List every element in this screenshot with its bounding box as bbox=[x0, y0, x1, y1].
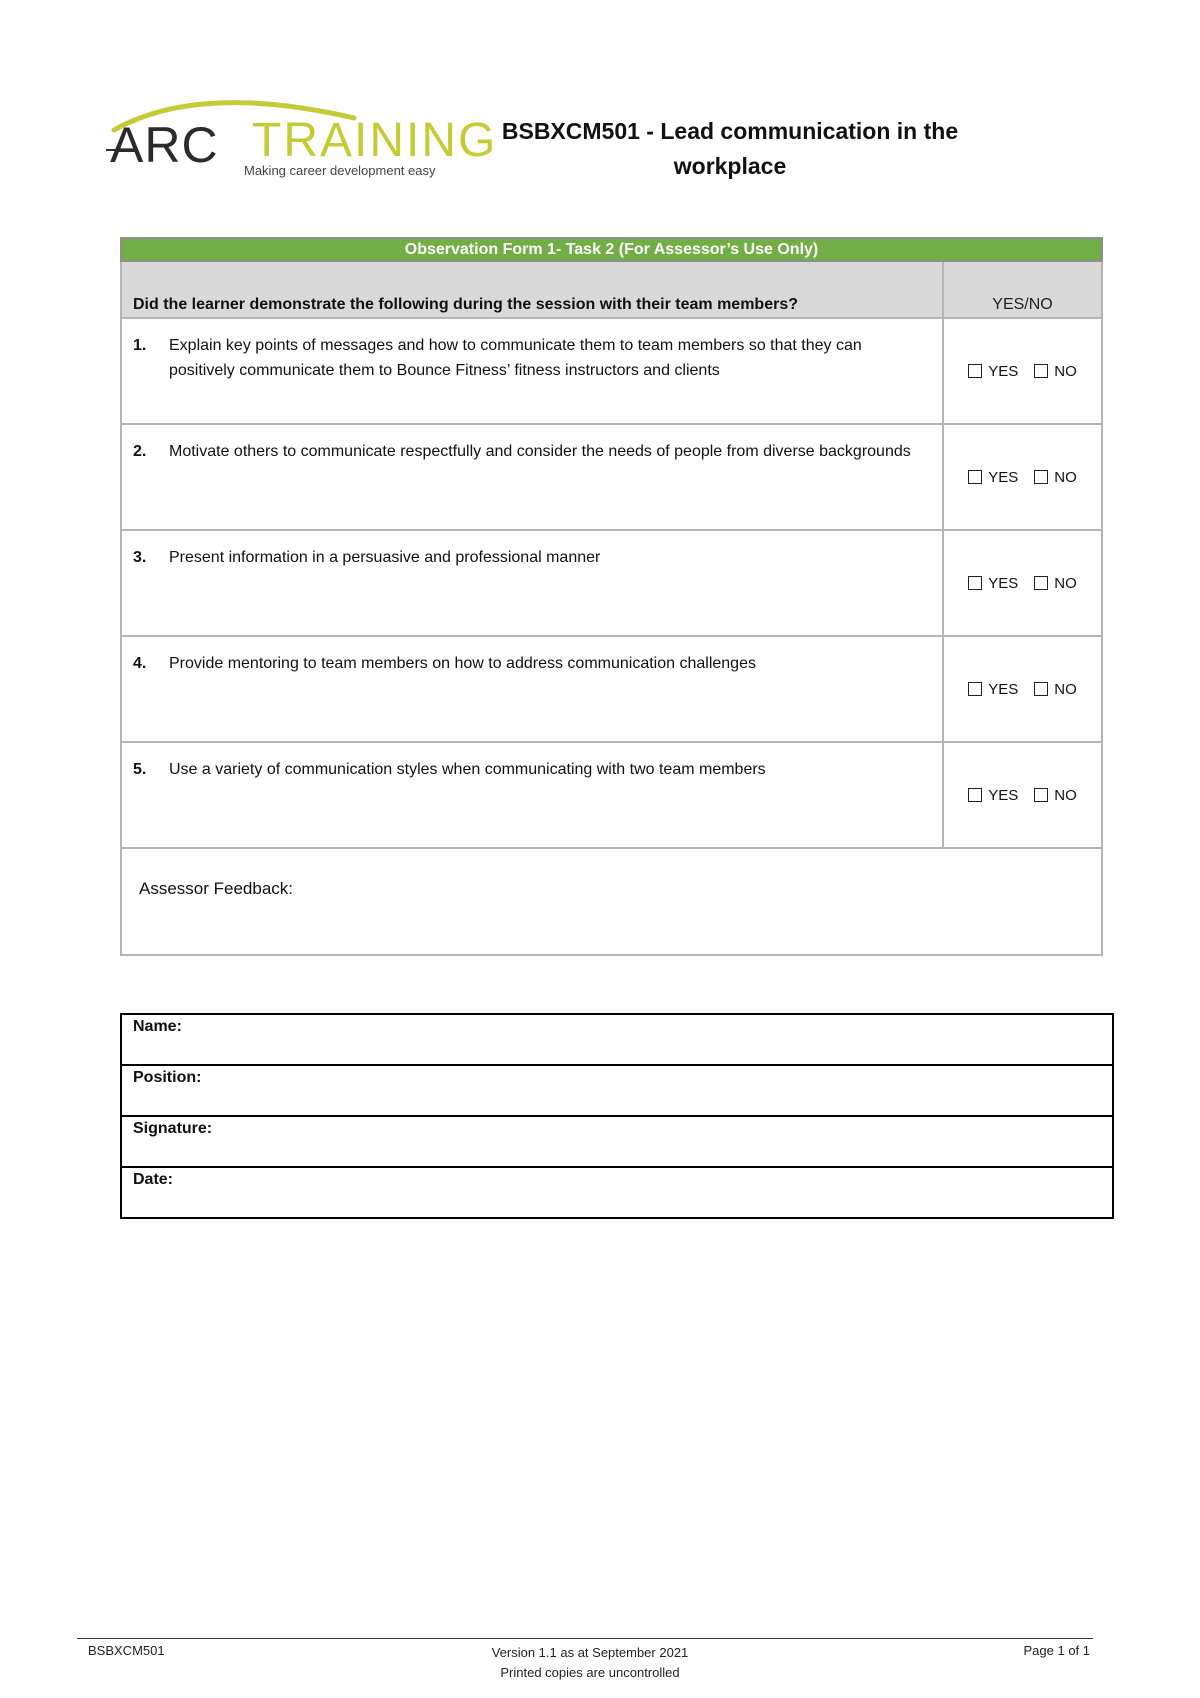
checkbox-icon bbox=[1034, 470, 1048, 484]
yes-no-cell bbox=[943, 424, 1102, 530]
criterion-text: Present information in a persuasive and professional manner bbox=[169, 549, 601, 566]
criterion-row bbox=[121, 424, 1102, 530]
document-title bbox=[470, 114, 990, 184]
footer-divider bbox=[77, 1638, 1093, 1639]
yes-label: YES bbox=[988, 468, 1019, 486]
yes-no-cell bbox=[943, 318, 1102, 424]
checkbox-icon bbox=[968, 576, 982, 590]
assessor-feedback-row bbox=[121, 848, 1102, 955]
position-label: Position: bbox=[133, 1069, 202, 1086]
no-checkbox[interactable] bbox=[1034, 787, 1077, 804]
no-checkbox[interactable] bbox=[1034, 575, 1077, 592]
assessor-feedback-label: Assessor Feedback: bbox=[139, 879, 294, 898]
criterion-number: 3. bbox=[133, 549, 147, 566]
yes-label: YES bbox=[988, 362, 1019, 380]
checkbox-icon bbox=[968, 788, 982, 802]
checkbox-icon bbox=[968, 682, 982, 696]
no-label: NO bbox=[1054, 362, 1077, 380]
name-field[interactable] bbox=[121, 1014, 1113, 1065]
yes-label: YES bbox=[988, 786, 1019, 804]
name-label: Name: bbox=[133, 1018, 182, 1035]
no-label: NO bbox=[1054, 574, 1077, 592]
criterion-cell bbox=[121, 424, 943, 530]
signature-label: Signature: bbox=[133, 1120, 213, 1137]
criterion-cell bbox=[121, 318, 943, 424]
no-checkbox[interactable] bbox=[1034, 681, 1077, 698]
logo-tagline: Making career development easy bbox=[244, 163, 436, 178]
criterion-cell bbox=[121, 742, 943, 848]
yes-no-cell bbox=[943, 742, 1102, 848]
yes-no-cell bbox=[943, 530, 1102, 636]
yes-checkbox[interactable] bbox=[968, 363, 1018, 380]
yes-no-column-header: YES/NO bbox=[943, 261, 1102, 318]
footer-uncontrolled: Printed copies are uncontrolled bbox=[500, 1665, 680, 1680]
criterion-cell bbox=[121, 636, 943, 742]
checkbox-icon bbox=[1034, 576, 1048, 590]
yes-checkbox[interactable] bbox=[968, 575, 1018, 592]
footer-version-block bbox=[400, 1643, 780, 1683]
yes-label: YES bbox=[988, 574, 1019, 592]
question-text: Did the learner demonstrate the following during the session with their team members? bbox=[121, 261, 943, 318]
no-checkbox[interactable] bbox=[1034, 469, 1077, 486]
criterion-row bbox=[121, 530, 1102, 636]
observation-table bbox=[120, 237, 1103, 956]
criterion-number: 5. bbox=[133, 761, 147, 778]
observation-header: Observation Form 1- Task 2 (For Assessor’s Use Only) bbox=[121, 238, 1102, 261]
criterion-text: Provide mentoring to team members on how to address communication challenges bbox=[169, 655, 756, 672]
signoff-table bbox=[120, 1013, 1114, 1219]
criterion-text: Explain key points of messages and how to communicate them to team members so that they can positively communicate them to Bounce Fitness’ fitness instructors and clients bbox=[169, 337, 862, 379]
no-checkbox[interactable] bbox=[1034, 363, 1077, 380]
criterion-text: Use a variety of communication styles when communicating with two team members bbox=[169, 761, 766, 778]
checkbox-icon bbox=[1034, 788, 1048, 802]
criterion-row bbox=[121, 636, 1102, 742]
logo-training-text: TRAINING bbox=[252, 114, 498, 167]
criterion-text: Motivate others to communicate respectfully and consider the needs of people from diverse backgrounds bbox=[169, 443, 911, 460]
yes-label: YES bbox=[988, 680, 1019, 698]
observation-header-row bbox=[121, 238, 1102, 261]
no-label: NO bbox=[1054, 468, 1077, 486]
criterion-number: 4. bbox=[133, 655, 147, 672]
footer-version: Version 1.1 as at September 2021 bbox=[491, 1645, 689, 1660]
question-row bbox=[121, 261, 1102, 318]
no-label: NO bbox=[1054, 680, 1077, 698]
criterion-number: 2. bbox=[133, 443, 147, 460]
no-label: NO bbox=[1054, 786, 1077, 804]
footer-page-number: Page 1 of 1 bbox=[1023, 1643, 1090, 1658]
yes-checkbox[interactable] bbox=[968, 469, 1018, 486]
criterion-cell bbox=[121, 530, 943, 636]
date-field[interactable] bbox=[121, 1167, 1113, 1218]
criterion-row bbox=[121, 318, 1102, 424]
footer-code: BSBXCM501 bbox=[88, 1643, 165, 1658]
yes-no-cell bbox=[943, 636, 1102, 742]
assessor-feedback-field[interactable] bbox=[121, 848, 1102, 955]
position-field[interactable] bbox=[121, 1065, 1113, 1116]
yes-checkbox[interactable] bbox=[968, 787, 1018, 804]
logo-arc-text: ARC bbox=[110, 117, 219, 173]
criterion-row bbox=[121, 742, 1102, 848]
title-line-2: workplace bbox=[673, 153, 787, 179]
signature-field[interactable] bbox=[121, 1116, 1113, 1167]
checkbox-icon bbox=[968, 364, 982, 378]
checkbox-icon bbox=[1034, 364, 1048, 378]
checkbox-icon bbox=[968, 470, 982, 484]
arc-training-logo bbox=[104, 100, 498, 182]
checkbox-icon bbox=[1034, 682, 1048, 696]
criterion-number: 1. bbox=[133, 337, 147, 354]
title-line-1: BSBXCM501 - Lead communication in the bbox=[501, 118, 959, 144]
date-label: Date: bbox=[133, 1171, 174, 1188]
yes-checkbox[interactable] bbox=[968, 681, 1018, 698]
